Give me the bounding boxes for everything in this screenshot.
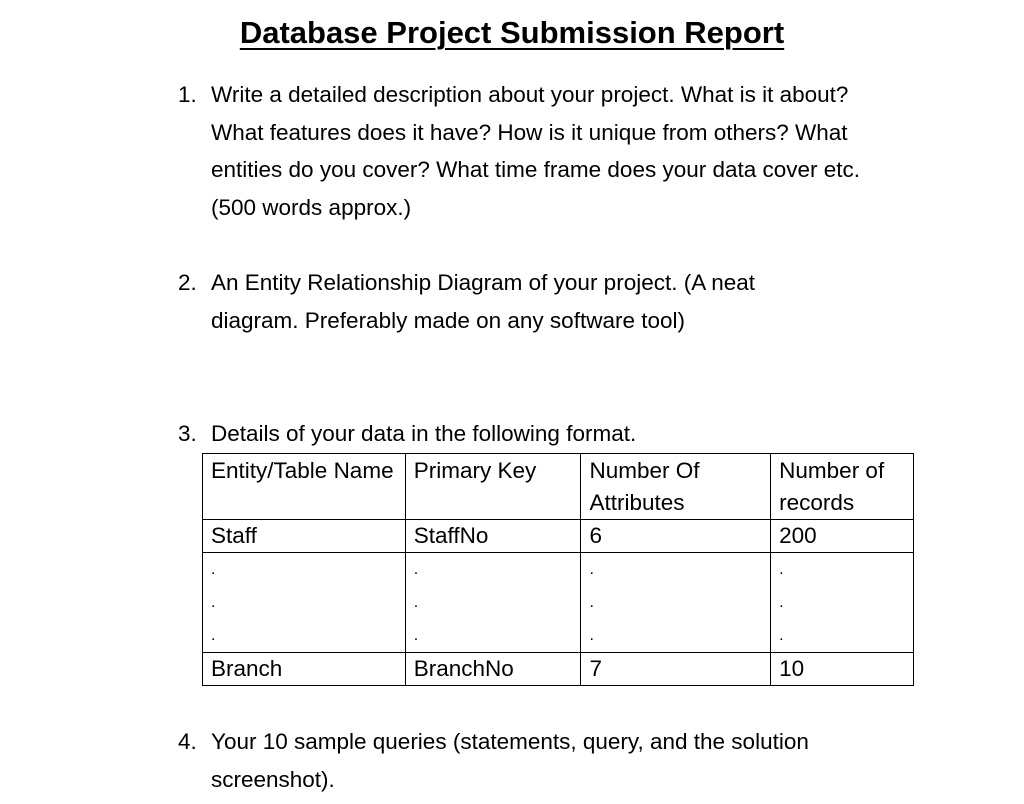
ellipsis-dot: .	[589, 561, 594, 578]
data-details-table	[202, 453, 914, 686]
question-1	[178, 76, 898, 226]
table-cell: 6	[581, 520, 771, 553]
ellipsis-dot: .	[779, 594, 784, 611]
table-header-row	[203, 454, 914, 520]
question-number: 1.	[178, 82, 197, 107]
table-cell: BranchNo	[405, 653, 581, 686]
question-number: 4.	[178, 729, 197, 754]
question-3	[178, 415, 898, 453]
ellipsis-dot: .	[779, 627, 784, 644]
ellipsis-dot: .	[413, 561, 419, 578]
question-text: An Entity Relationship Diagram of your project. (A neat diagram. Preferably made on any software tool)	[211, 270, 756, 333]
question-2	[178, 264, 898, 339]
ellipsis-cell	[405, 553, 581, 653]
ellipsis-dot: .	[413, 627, 419, 644]
question-text: Write a detailed description about your project. What is it about? What features does it have? How is it unique from others? What entities do you cover? What time frame does your data cover etc. (500 words approx.)	[211, 82, 861, 220]
question-number: 2.	[178, 270, 197, 295]
document-title: Database Project Submission Report	[239, 15, 785, 50]
ellipsis-cell	[771, 553, 914, 653]
ellipsis-cell	[581, 553, 771, 653]
table-cell: Staff	[203, 520, 406, 553]
table-cell: 7	[581, 653, 771, 686]
ellipsis-cell	[203, 553, 406, 653]
header-cell-entity: Entity/Table Name	[203, 454, 406, 520]
ellipsis-dot: .	[211, 594, 216, 611]
table-ellipsis-row	[203, 553, 914, 653]
ellipsis-dot: .	[211, 561, 216, 578]
question-4	[178, 723, 898, 798]
header-cell-primary-key: Primary Key	[405, 454, 581, 520]
question-text: Details of your data in the following format.	[211, 421, 637, 446]
ellipsis-dot: .	[779, 561, 784, 578]
table-cell: Branch	[203, 653, 406, 686]
table-cell: 10	[771, 653, 914, 686]
table-row	[203, 653, 914, 686]
question-text: Your 10 sample queries (statements, query, and the solution screenshot).	[211, 729, 809, 792]
question-number: 3.	[178, 421, 197, 446]
table-row	[203, 520, 914, 553]
ellipsis-dot: .	[589, 627, 594, 644]
ellipsis-dot: .	[413, 594, 419, 611]
header-cell-attributes: Number Of Attributes	[581, 454, 771, 520]
table-cell: 200	[771, 520, 914, 553]
ellipsis-dot: .	[589, 594, 594, 611]
header-cell-records: Number of records	[771, 454, 914, 520]
ellipsis-dot: .	[211, 627, 216, 644]
table-cell: StaffNo	[405, 520, 581, 553]
